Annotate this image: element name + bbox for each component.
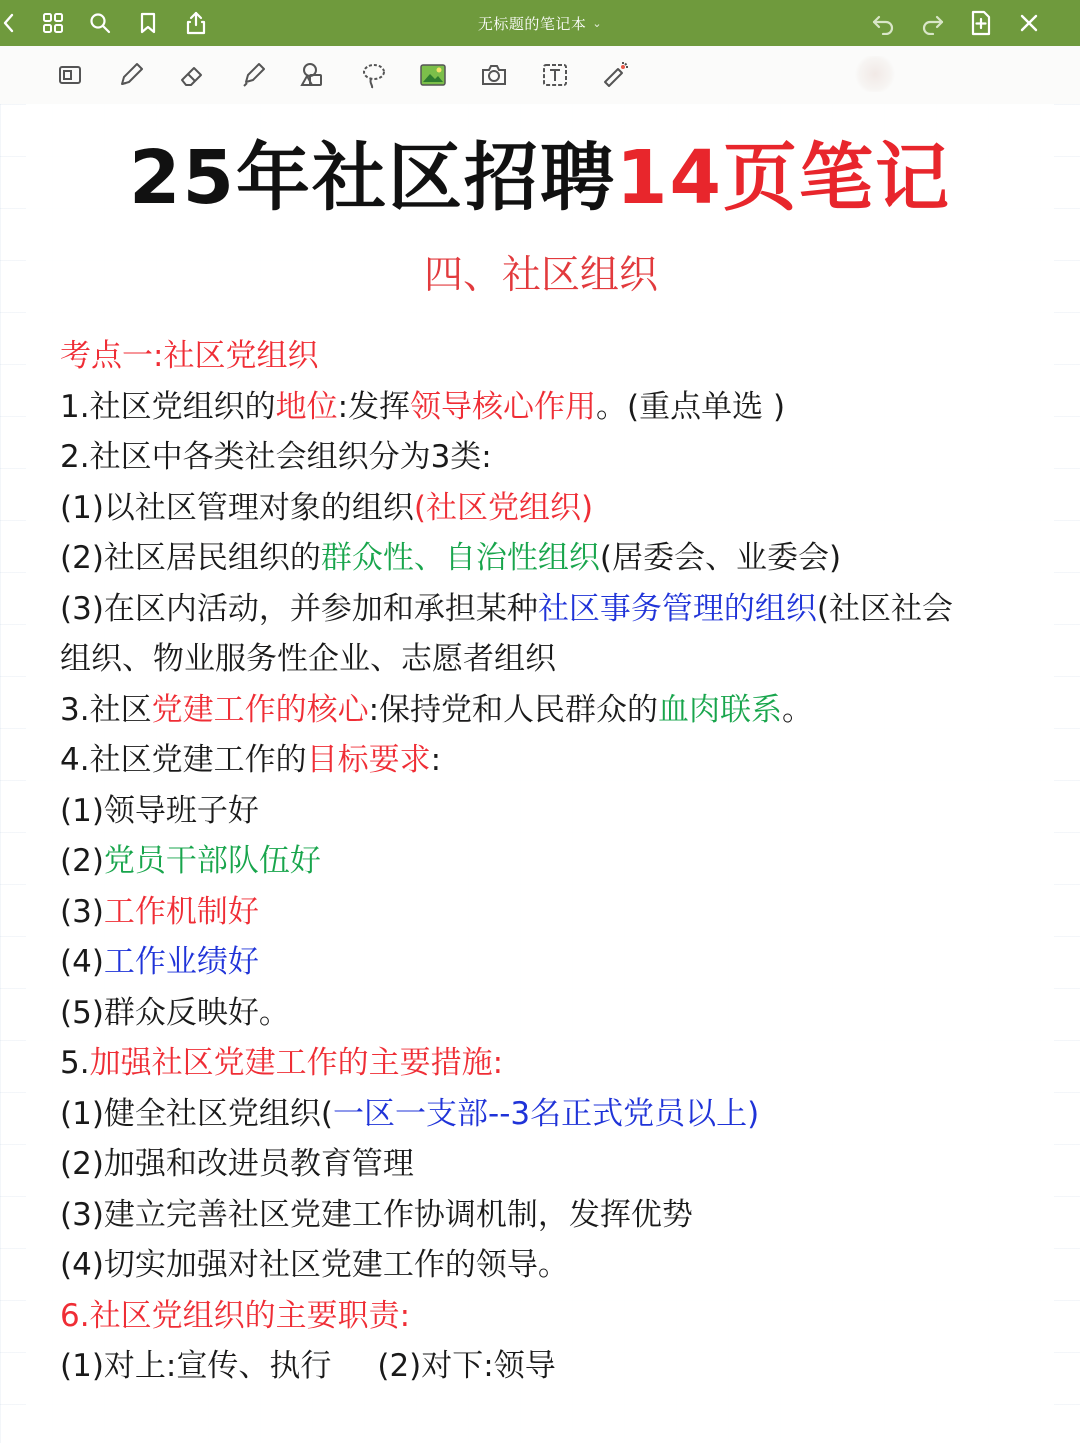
note-line [60, 1038, 1050, 1089]
note-line [60, 533, 1050, 584]
pen-icon[interactable] [114, 59, 148, 91]
note-title-red: 14页笔记 [616, 135, 951, 221]
note-text-segment: 考点一:社区党组织 [60, 338, 319, 374]
note-line [60, 382, 1050, 433]
note-line [60, 1341, 1050, 1392]
highlighter-icon[interactable] [236, 59, 270, 91]
note-text-segment: 5. [60, 1045, 90, 1081]
note-body [60, 331, 1050, 1392]
note-text-segment: (4)切实加强对社区党建工作的领导。 [60, 1247, 569, 1283]
note-line [60, 1291, 1050, 1342]
note-text-segment: :保持党和人民群众的 [368, 691, 659, 728]
chevron-down-icon: ⌄ [592, 16, 603, 30]
note-text-segment: 1.社区党组织的 [60, 388, 276, 425]
laser-pointer-icon[interactable] [598, 59, 632, 91]
note-text-segment: (2)对下:领导 [377, 1348, 556, 1384]
note-text-segment: 血肉联系 [658, 691, 783, 728]
note-text-segment: (2)社区居民组织的 [60, 540, 321, 576]
top-navigation-bar [0, 0, 1080, 46]
note-line [60, 988, 1050, 1039]
note-text-segment: (3)建立完善社区党建工作协调机制，发挥优势 [60, 1196, 693, 1233]
note-text-segment: 加强社区党建工作的主要措施: [89, 1045, 504, 1081]
note-text-segment: 党员干部队伍好 [103, 843, 321, 879]
note-text-segment: (社区党组织) [413, 489, 594, 526]
note-text-segment: (1)健全社区党组织( [60, 1095, 334, 1132]
note-text-segment: 一区一支部--3名正式党员以上) [333, 1095, 760, 1132]
note-line [60, 584, 1050, 635]
note-text-segment: 。(重点单选 ) [596, 388, 786, 425]
undo-icon[interactable] [869, 8, 899, 38]
note-text-segment: (2)加强和改进员教育管理 [60, 1146, 414, 1182]
note-text-segment: (5)群众反映好。 [60, 994, 290, 1031]
note-line [60, 634, 1050, 685]
section-subtitle [0, 248, 1080, 304]
note-line [60, 331, 1050, 382]
note-text-segment: (1)对上:宣传、执行 [60, 1348, 332, 1384]
note-line [60, 887, 1050, 938]
note-text-segment: (3)在区内活动，并参加和承担某种 [60, 590, 538, 627]
note-text-segment: 工作业绩好 [103, 944, 259, 980]
note-text-segment: 。 [782, 691, 814, 728]
reader-icon[interactable] [53, 59, 87, 91]
note-line [60, 836, 1050, 887]
note-text-segment: 社区事务管理的组织 [537, 590, 817, 627]
note-line [60, 1089, 1050, 1140]
note-line [60, 483, 1050, 534]
note-text-segment: 2.社区中各类社会组织分为3类: [60, 439, 492, 475]
note-title-black: 25年社区招聘 [129, 135, 616, 221]
note-text-segment: (4) [60, 944, 104, 980]
text-box-icon[interactable] [538, 59, 572, 91]
redo-icon[interactable] [917, 8, 947, 38]
note-text-segment: 组织、物业服务性企业、志愿者组织 [60, 641, 556, 677]
note-text-segment: 地位 [275, 388, 338, 425]
drawing-toolbar [0, 46, 1080, 105]
note-line [60, 937, 1050, 988]
note-text-segment: :发挥 [337, 388, 411, 425]
note-text-segment: 领导核心作用 [410, 388, 597, 425]
note-text-segment: 群众性、自治性组织 [320, 540, 600, 576]
note-text-segment: : [430, 742, 442, 778]
add-page-icon[interactable] [966, 8, 996, 38]
note-text-segment: (1)领导班子好 [60, 792, 259, 829]
shapes-icon[interactable] [296, 59, 330, 91]
camera-icon[interactable] [477, 59, 511, 91]
document-title-text: 无标题的笔记本 [477, 14, 587, 33]
note-text-segment: (社区社会 [816, 590, 954, 627]
lasso-icon[interactable] [357, 59, 391, 91]
note-line [60, 735, 1050, 786]
close-icon[interactable] [1014, 8, 1044, 38]
note-title [0, 132, 1080, 224]
note-line [60, 786, 1050, 837]
note-text-segment: (3) [60, 893, 104, 930]
note-text-segment: 6.社区党组织的主要职责: [60, 1297, 411, 1334]
note-line [60, 1139, 1050, 1190]
note-text-segment: 党建工作的核心 [151, 691, 369, 728]
note-line [60, 1240, 1050, 1291]
note-line [60, 432, 1050, 483]
palette-shadow [855, 56, 895, 92]
image-icon[interactable] [416, 59, 450, 91]
note-line [60, 685, 1050, 736]
section-subtitle-text: 四、社区组织 [423, 253, 658, 298]
note-text-segment: (居委会、业委会) [599, 540, 842, 576]
note-line [60, 1190, 1050, 1241]
note-text-segment: 目标要求 [306, 742, 431, 778]
note-text-segment: (2) [60, 843, 104, 879]
eraser-icon[interactable] [175, 59, 209, 91]
note-text-segment: 3.社区 [60, 691, 152, 728]
note-text-segment: (1)以社区管理对象的组织 [60, 489, 414, 526]
note-text-segment: 工作机制好 [103, 893, 259, 930]
note-text-segment: 4.社区党建工作的 [60, 742, 307, 778]
